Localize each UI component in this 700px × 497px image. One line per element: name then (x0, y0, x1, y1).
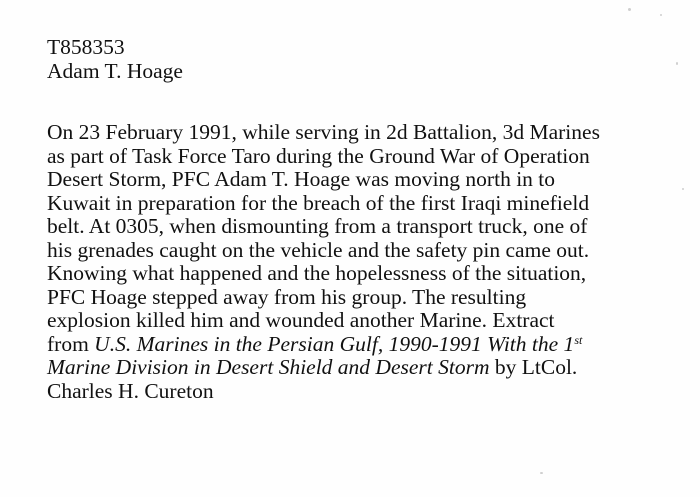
scan-speck (660, 14, 662, 16)
paragraph-line: On 23 February 1991, while serving in 2d Battalion, 3d Marines (47, 120, 600, 144)
citation-paragraph (47, 121, 687, 403)
paragraph-line: explosion killed him and wounded another Marine. Extract (47, 308, 555, 332)
paragraph-line: Desert Storm, PFC Adam T. Hoage was moving north in to (47, 167, 556, 191)
citation-line-1 (47, 333, 687, 357)
citation-suffix: by LtCol. (489, 355, 578, 379)
paragraph-line: Knowing what happened and the hopelessness of the situation, (47, 261, 587, 285)
header-block (47, 36, 183, 83)
paragraph-line: belt. At 0305, when dismounting from a transport truck, one of (47, 214, 588, 238)
paragraph-line: his grenades caught on the vehicle and the safety pin came out. (47, 237, 590, 262)
scan-speck (628, 8, 631, 11)
person-name: Adam T. Hoage (47, 58, 183, 83)
scan-speck (676, 62, 678, 65)
citation-line-2 (47, 356, 687, 380)
scan-speck (682, 188, 684, 190)
paragraph-line: as part of Task Force Taro during the Ground War of Operation (47, 143, 590, 168)
book-title-part2: Marine Division in Desert Shield and Desert Storm (47, 355, 490, 379)
book-title-superscript: st (574, 332, 583, 347)
book-title-part1: U.S. Marines in the Persian Gulf, 1990-1991 With the 1 (94, 331, 575, 356)
citation-author: Charles H. Cureton (47, 378, 214, 403)
paragraph-line: PFC Hoage stepped away from his group. The resulting (47, 284, 527, 309)
citation-prefix: from (47, 331, 95, 356)
service-number: T858353 (47, 35, 125, 59)
scan-speck (540, 472, 543, 474)
paragraph-line: Kuwait in preparation for the breach of the first Iraqi minefield (47, 190, 590, 215)
